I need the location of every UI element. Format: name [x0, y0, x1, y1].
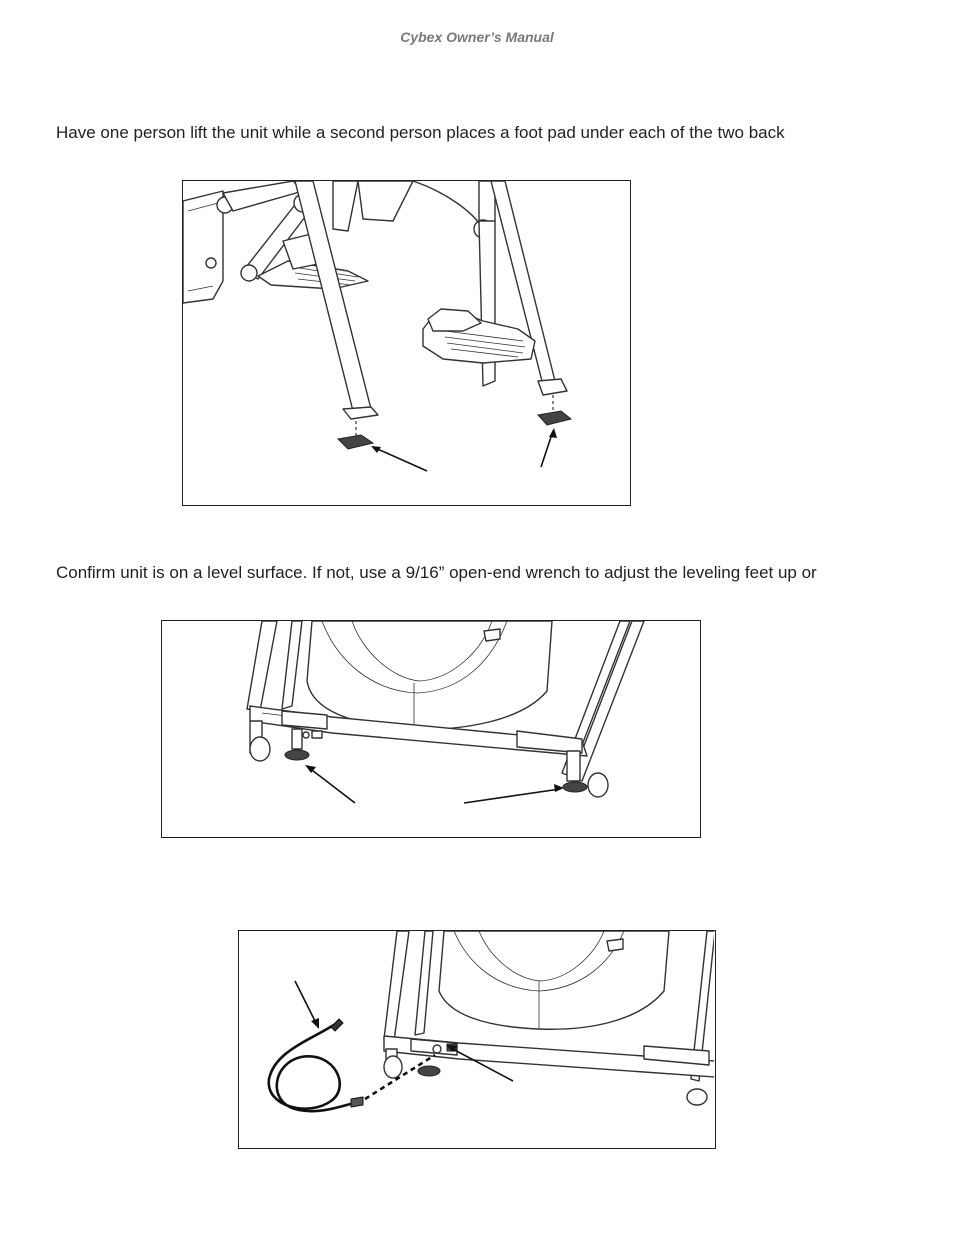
instruction-leveling: Confirm unit is on a level surface. If not, use a 9/16” open-end wrench to adjust the leveling feet up or [56, 563, 817, 582]
leveling-foot-right [563, 782, 587, 792]
figure-power-cord [238, 930, 716, 1149]
leveling-foot-left [285, 750, 309, 760]
figure-foot-pads [182, 180, 631, 506]
leveling-feet-illustration [162, 621, 699, 836]
power-cord-illustration [239, 931, 714, 1147]
power-cord [269, 1023, 354, 1111]
manual-header: Cybex Owner’s Manual [400, 29, 554, 45]
foot-pad-right [538, 411, 571, 425]
instruction-foot-pads: Have one person lift the unit while a second person places a foot pad under each of the two back [56, 123, 785, 142]
figure-leveling-feet [161, 620, 701, 838]
foot-pad-left [338, 435, 373, 449]
foot-pads-illustration [183, 181, 629, 504]
